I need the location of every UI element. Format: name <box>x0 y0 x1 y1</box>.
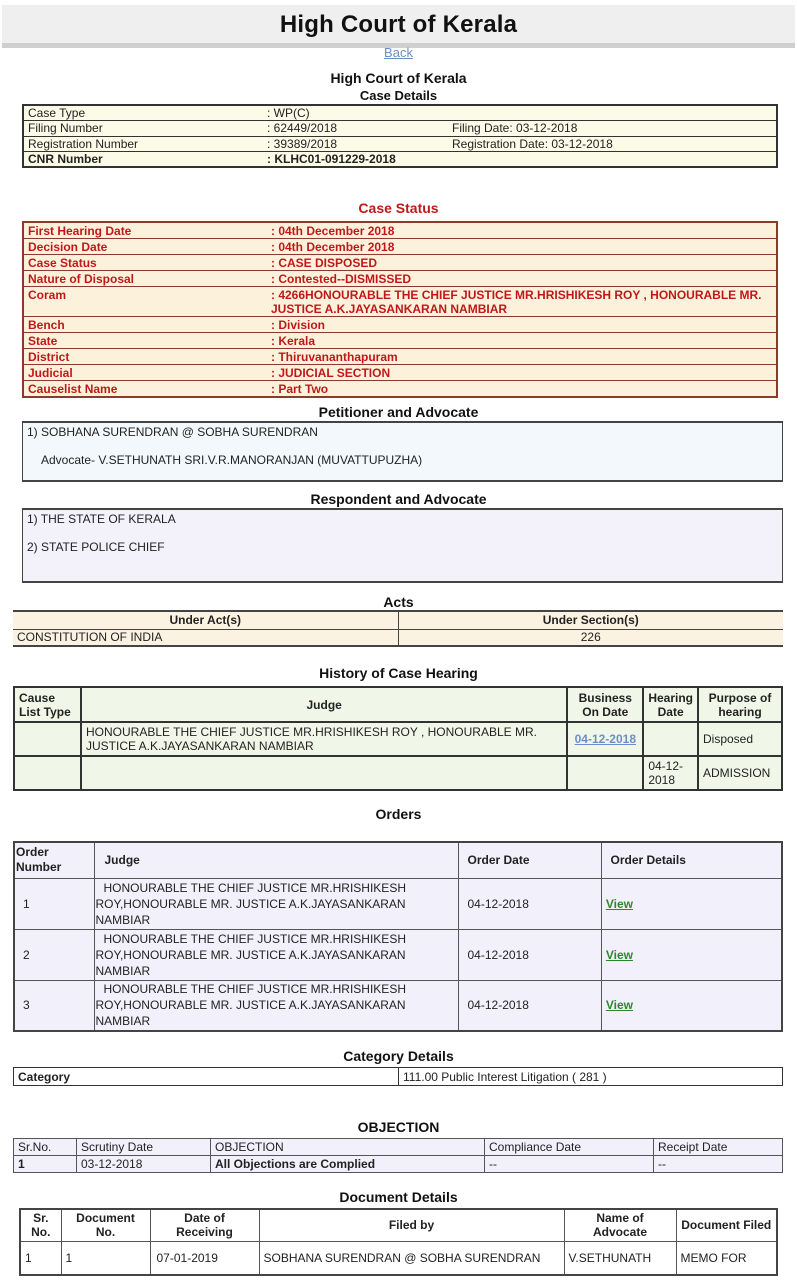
header-judge: Judge <box>81 687 567 722</box>
history-row <box>14 756 782 790</box>
respondent-box <box>22 508 783 583</box>
header-sr-no: Sr. No. <box>20 1209 61 1241</box>
label: Decision Date <box>23 239 267 255</box>
document-row <box>20 1241 777 1275</box>
registration-number-row <box>23 136 777 152</box>
petitioner-name: 1) SOBHANA SURENDRAN @ SOBHA SURENDRAN <box>27 425 318 439</box>
category-label: Category <box>14 1068 399 1086</box>
orders-table <box>13 841 783 1032</box>
label: Bench <box>23 317 267 333</box>
status-row <box>23 381 777 398</box>
label: District <box>23 349 267 365</box>
case-details-title: Case Details <box>359 88 438 103</box>
status-row <box>23 239 777 255</box>
value: : JUDICIAL SECTION <box>267 365 777 381</box>
header-order-number: Order Number <box>14 842 94 878</box>
header-under-acts: Under Act(s) <box>13 611 398 629</box>
back-link[interactable]: Back <box>384 45 413 60</box>
cause-list-type <box>14 722 81 756</box>
site-title: High Court of Kerala <box>279 11 518 38</box>
label: Coram <box>23 287 267 317</box>
value: : 04th December 2018 <box>267 222 777 239</box>
filed-by: SOBHANA SURENDRAN @ SOBHA SURENDRAN <box>259 1241 564 1275</box>
petitioner-box <box>22 421 783 482</box>
order-judge: HONOURABLE THE CHIEF JUSTICE MR.HRISHIKESH ROY,HONOURABLE MR. JUSTICE A.K.JAYASANKARAN NAMBIAR <box>94 980 458 1031</box>
category-table <box>13 1067 783 1086</box>
extra <box>448 105 777 121</box>
header-business-date: Business On Date <box>567 687 643 722</box>
value: : 39389/2018 <box>263 136 448 152</box>
act-name: CONSTITUTION OF INDIA <box>13 629 398 646</box>
receipt-date: -- <box>654 1156 783 1173</box>
order-date: 04-12-2018 <box>458 878 601 929</box>
scrutiny-date: 03-12-2018 <box>77 1156 211 1173</box>
view-order-link[interactable]: View <box>605 896 633 911</box>
header-advocate: Name of Advocate <box>564 1209 676 1241</box>
business-date <box>567 756 643 790</box>
label: CNR Number <box>23 152 263 168</box>
label: Case Type <box>23 105 263 121</box>
orders-title: Orders <box>375 806 422 822</box>
header-document-no: Document No. <box>61 1209 150 1241</box>
petitioner-title: Petitioner and Advocate <box>318 404 479 420</box>
objection-row <box>14 1156 783 1173</box>
case-status-title: Case Status <box>358 200 439 216</box>
purpose: ADMISSION <box>698 756 782 790</box>
order-row <box>14 929 782 980</box>
header-receipt-date: Receipt Date <box>654 1139 783 1156</box>
history-row <box>14 722 782 756</box>
header-document-filed: Document Filed <box>676 1209 777 1241</box>
header-scrutiny-date: Scrutiny Date <box>77 1139 211 1156</box>
header-cause-list-type: Cause List Type <box>14 687 81 722</box>
header-purpose: Purpose of hearing <box>698 687 782 722</box>
objection-table <box>13 1138 783 1173</box>
respondent-title: Respondent and Advocate <box>310 491 487 507</box>
header-order-date: Order Date <box>458 842 601 878</box>
value: : KLHC01-091229-2018 <box>263 152 777 168</box>
order-row <box>14 878 782 929</box>
documents-table <box>19 1208 778 1276</box>
court-title: High Court of Kerala <box>330 70 467 86</box>
case-details-table <box>22 104 778 168</box>
cause-list-type <box>14 756 81 790</box>
label: Case Status <box>23 255 267 271</box>
header-order-details: Order Details <box>601 842 782 878</box>
header-judge: Judge <box>94 842 458 878</box>
case-type-row <box>23 105 777 121</box>
value: : CASE DISPOSED <box>267 255 777 271</box>
judge: HONOURABLE THE CHIEF JUSTICE MR.HRISHIKESH ROY , HONOURABLE MR. JUSTICE A.K.JAYASANKARAN NAMBIAR <box>81 722 567 756</box>
value: : Kerala <box>267 333 777 349</box>
label: Causelist Name <box>23 381 267 398</box>
header-objection: OBJECTION <box>211 1139 485 1156</box>
case-status-table <box>22 221 778 398</box>
status-row <box>23 365 777 381</box>
act-section: 226 <box>580 630 601 645</box>
acts-title: Acts <box>383 594 414 610</box>
status-row <box>23 271 777 287</box>
history-header-row <box>14 687 782 722</box>
objection-text: All Objections are Complied <box>211 1156 485 1173</box>
header-sr-no: Sr.No. <box>14 1139 77 1156</box>
filing-date: Filing Date: 03-12-2018 <box>448 121 777 137</box>
objection-header-row <box>14 1139 783 1156</box>
status-row <box>23 333 777 349</box>
respondent-name: 1) THE STATE OF KERALA <box>27 512 176 526</box>
documents-header-row <box>20 1209 777 1241</box>
label: Judicial <box>23 365 267 381</box>
header-hearing-date: Hearing Date <box>643 687 698 722</box>
order-date: 04-12-2018 <box>458 980 601 1031</box>
label: Filing Number <box>23 121 263 137</box>
header-filed-by: Filed by <box>259 1209 564 1241</box>
status-row <box>23 255 777 271</box>
label: Nature of Disposal <box>23 271 267 287</box>
label: Registration Number <box>23 136 263 152</box>
document-no: 1 <box>61 1241 150 1275</box>
status-row <box>23 222 777 239</box>
order-row <box>14 980 782 1031</box>
hearing-history-table <box>13 686 783 791</box>
label: First Hearing Date <box>23 222 267 239</box>
status-row <box>23 349 777 365</box>
value: : WP(C) <box>263 105 448 121</box>
orders-header-row <box>14 842 782 878</box>
value: : Part Two <box>267 381 777 398</box>
status-row <box>23 287 777 317</box>
history-title: History of Case Hearing <box>319 665 478 681</box>
value: : Division <box>267 317 777 333</box>
header-date-of-receiving: Date of Receiving <box>150 1209 259 1241</box>
judge <box>81 756 567 790</box>
petitioner-advocate: Advocate- V.SETHUNATH SRI.V.R.MANORANJAN (MUVATTUPUZHA) <box>41 453 423 467</box>
label: State <box>23 333 267 349</box>
respondent-name: 2) STATE POLICE CHIEF <box>27 540 165 554</box>
order-number: 1 <box>14 878 94 929</box>
filing-number-row <box>23 121 777 137</box>
documents-title: Document Details <box>339 1189 458 1205</box>
hearing-date: 04-12-2018 <box>643 756 698 790</box>
hearing-date <box>643 722 698 756</box>
status-row <box>23 317 777 333</box>
objection-title: OBJECTION <box>357 1119 440 1135</box>
cnr-number-row <box>23 152 777 168</box>
value: : 62449/2018 <box>263 121 448 137</box>
category-value: 111.00 Public Interest Litigation ( 281 ) <box>403 1069 607 1084</box>
value: : 04th December 2018 <box>267 239 777 255</box>
sr-no: 1 <box>20 1241 61 1275</box>
header-under-sections: Under Section(s) <box>398 611 783 629</box>
document-filed: MEMO FOR <box>676 1241 777 1275</box>
category-row <box>14 1068 783 1086</box>
order-date: 04-12-2018 <box>458 929 601 980</box>
business-date-link[interactable]: 04-12-2018 <box>574 732 636 746</box>
value: : Contested--DISMISSED <box>267 271 777 287</box>
order-number: 3 <box>14 980 94 1031</box>
category-title: Category Details <box>343 1048 454 1064</box>
acts-table <box>13 610 783 647</box>
page-banner <box>2 5 795 48</box>
date-of-receiving: 07-01-2019 <box>150 1241 259 1275</box>
view-order-link[interactable]: View <box>605 947 633 962</box>
header-compliance-date: Compliance Date <box>485 1139 654 1156</box>
value: : 4266HONOURABLE THE CHIEF JUSTICE MR.HRISHIKESH ROY , HONOURABLE MR. JUSTICE A.K.JAYASANKARAN NAMBIAR <box>267 287 777 317</box>
compliance-date: -- <box>485 1156 654 1173</box>
registration-date: Registration Date: 03-12-2018 <box>448 136 777 152</box>
order-judge: HONOURABLE THE CHIEF JUSTICE MR.HRISHIKESH ROY,HONOURABLE MR. JUSTICE A.K.JAYASANKARAN NAMBIAR <box>94 878 458 929</box>
view-order-link[interactable]: View <box>605 998 633 1013</box>
acts-header-row <box>13 611 783 629</box>
value: : Thiruvananthapuram <box>267 349 777 365</box>
purpose: Disposed <box>698 722 782 756</box>
order-judge: HONOURABLE THE CHIEF JUSTICE MR.HRISHIKESH ROY,HONOURABLE MR. JUSTICE A.K.JAYASANKARAN NAMBIAR <box>94 929 458 980</box>
acts-row <box>13 629 783 646</box>
advocate-name: V.SETHUNATH <box>564 1241 676 1275</box>
order-number: 2 <box>14 929 94 980</box>
sr-no: 1 <box>14 1156 77 1173</box>
